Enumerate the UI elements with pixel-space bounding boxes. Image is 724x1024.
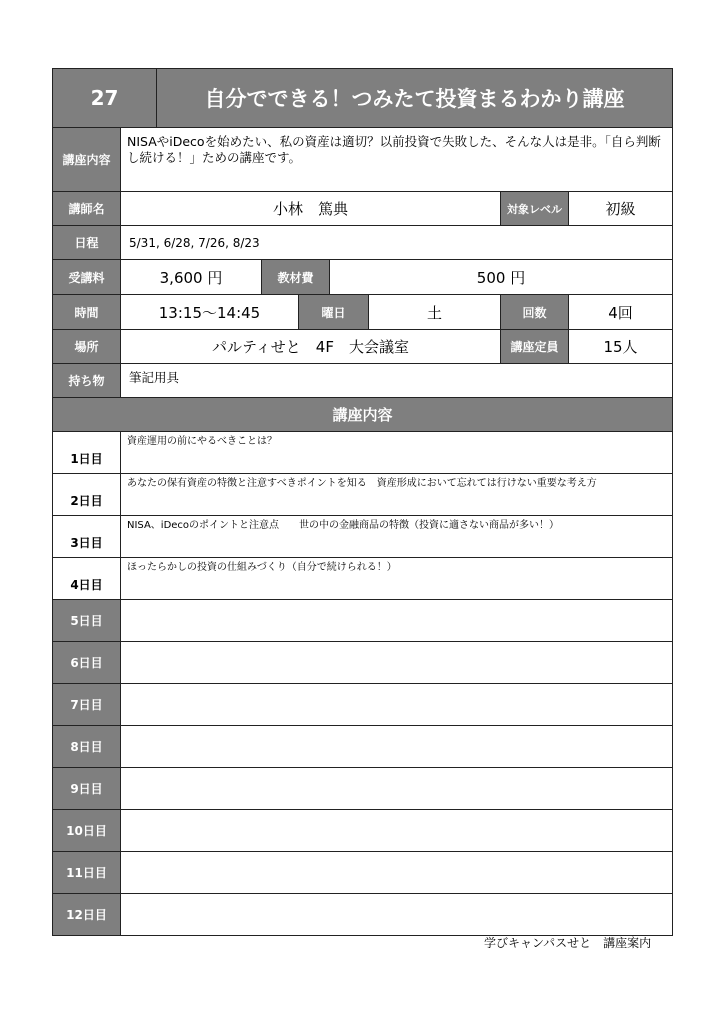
belongings-row <box>52 364 673 398</box>
day-content: あなたの保有資産の特徴と注意すべきポイントを知る 資産形成において忘れては行けない重要な考え方 <box>127 478 597 489</box>
belongings-value: 筆記用具 <box>129 370 180 385</box>
day-row <box>52 642 673 684</box>
capacity-value: 15人 <box>569 330 672 363</box>
instructor-label: 講師名 <box>53 192 121 225</box>
day-label: 2日目 <box>53 474 121 515</box>
day-content <box>121 642 672 683</box>
content-section-row <box>52 398 673 432</box>
count-value: 4回 <box>569 295 672 329</box>
day-label: 8日目 <box>53 726 121 767</box>
place-value: パルティせと 4F 大会議室 <box>121 330 501 363</box>
title-row <box>52 68 673 128</box>
materials-fee-value: 500 円 <box>330 260 672 294</box>
day-content: NISA、iDecoのポイントと注意点 世の中の金融商品の特徴（投資に適さない商品が多い！） <box>127 520 560 531</box>
day-content: 資産運用の前にやるべきことは？ <box>127 436 277 447</box>
day-rows <box>52 432 673 936</box>
fee-value: 3,600 円 <box>121 260 262 294</box>
description-label: 講座内容 <box>53 128 121 191</box>
schedule-label: 日程 <box>53 226 121 259</box>
day-label: 6日目 <box>53 642 121 683</box>
day-label: 10日目 <box>53 810 121 851</box>
level-label: 対象レベル <box>501 192 569 225</box>
day-row <box>52 726 673 768</box>
place-row <box>52 330 673 364</box>
day-row <box>52 810 673 852</box>
weekday-label: 曜日 <box>299 295 369 329</box>
footer-text: 学びキャンパスせと 講座案内 <box>484 936 652 950</box>
course-number: 27 <box>53 69 157 127</box>
day-row <box>52 768 673 810</box>
day-label: 9日目 <box>53 768 121 809</box>
day-content <box>121 852 672 893</box>
capacity-label: 講座定員 <box>501 330 569 363</box>
description-row <box>52 128 673 192</box>
schedule-row <box>52 226 673 260</box>
count-label: 回数 <box>501 295 569 329</box>
day-row <box>52 600 673 642</box>
instructor-row <box>52 192 673 226</box>
day-content <box>121 726 672 767</box>
weekday-value: 土 <box>369 295 501 329</box>
day-label: 1日目 <box>53 432 121 473</box>
day-row <box>52 516 673 558</box>
description-text: NISAやiDecoを始めたい、私の資産は適切？以前投資で失敗した、そんな人は是非。「自ら判断し続ける！」ための講座です。 <box>127 134 661 165</box>
day-row <box>52 558 673 600</box>
day-content <box>121 684 672 725</box>
day-row <box>52 894 673 936</box>
day-row <box>52 852 673 894</box>
day-row <box>52 474 673 516</box>
course-title: 自分でできる！つみたて投資まるわかり講座 <box>157 69 672 127</box>
day-content <box>121 894 672 935</box>
day-label: 4日目 <box>53 558 121 599</box>
day-content <box>121 768 672 809</box>
day-content <box>121 810 672 851</box>
fee-label: 受講料 <box>53 260 121 294</box>
schedule-value: 5/31, 6/28, 7/26, 8/23 <box>121 226 672 259</box>
instructor-value: 小林 篤典 <box>121 192 501 225</box>
day-label: 7日目 <box>53 684 121 725</box>
time-label: 時間 <box>53 295 121 329</box>
place-label: 場所 <box>53 330 121 363</box>
day-label: 12日目 <box>53 894 121 935</box>
content-section-heading: 講座内容 <box>53 398 672 431</box>
day-label: 11日目 <box>53 852 121 893</box>
level-value: 初級 <box>569 192 672 225</box>
day-content: ほったらかしの投資の仕組みづくり（自分で続けられる！） <box>127 562 397 573</box>
day-label: 3日目 <box>53 516 121 557</box>
materials-fee-label: 教材費 <box>262 260 330 294</box>
time-row <box>52 295 673 330</box>
course-sheet <box>52 68 673 936</box>
day-row <box>52 432 673 474</box>
day-row <box>52 684 673 726</box>
belongings-label: 持ち物 <box>53 364 121 397</box>
day-label: 5日目 <box>53 600 121 641</box>
day-content <box>121 600 672 641</box>
fee-row <box>52 260 673 295</box>
time-value: 13:15〜14:45 <box>121 295 299 329</box>
